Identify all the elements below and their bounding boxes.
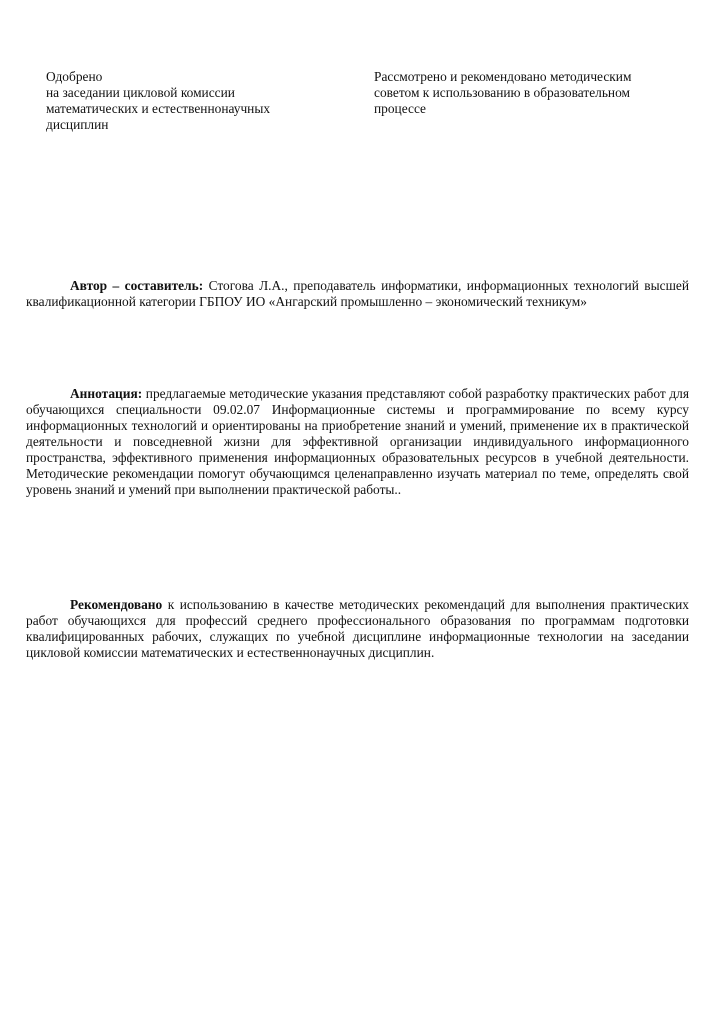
annotation-text: предлагаемые методические указания представляют собой разработку практических работ для обучающихся специальности 09.02.07 Информационные системы и программирование по всему курсу информационных технологий и ориентированы на приобретение знаний и умений, применение их в практической деятельности и повседневной жизни для эффективной организации индивидуального информационного пространства, эффективного применения информационных образовательных ресурсов в учебной деятельности. Методические рекомендации помогут обучающимся целенаправленно изучать материал по теме, определять свой уровень знаний и умений при выполнении практической работы.. xyxy=(26,386,689,497)
recommended-paragraph xyxy=(26,597,689,661)
annotation-paragraph xyxy=(26,386,689,497)
recommended-text: к использованию в качестве методических рекомендаций для выполнения практических работ обучающихся для профессий среднего профессионального образования по программам подготовки квалифицированных рабочих, служащих по учебной дисциплине информационные технологии на заседании цикловой комиссии математических и естественнонаучных дисциплин. xyxy=(26,597,689,661)
approval-line: дисциплин xyxy=(46,116,109,132)
review-line: советом к использованию в образовательном xyxy=(374,84,631,100)
author-paragraph xyxy=(26,278,689,310)
author-text: Стогова Л.А., преподаватель информатики, информационных технологий высшей квалификационной категории ГБПОУ ИО «Ангарский промышленно – экономический техникум» xyxy=(26,278,689,310)
approval-line: Одобрено xyxy=(46,69,103,84)
approval-line: математических и естественнонаучных xyxy=(46,100,271,116)
recommended-label: Рекомендовано xyxy=(70,597,163,613)
approval-block xyxy=(46,69,306,133)
review-line: Рассмотрено и рекомендовано методическим xyxy=(374,69,632,84)
review-block xyxy=(374,69,674,117)
approval-line: на заседании цикловой комиссии xyxy=(46,84,235,100)
annotation-label: Аннотация: xyxy=(70,386,143,402)
author-label: Автор – составитель: xyxy=(70,278,204,294)
review-line: процессе xyxy=(374,100,426,116)
